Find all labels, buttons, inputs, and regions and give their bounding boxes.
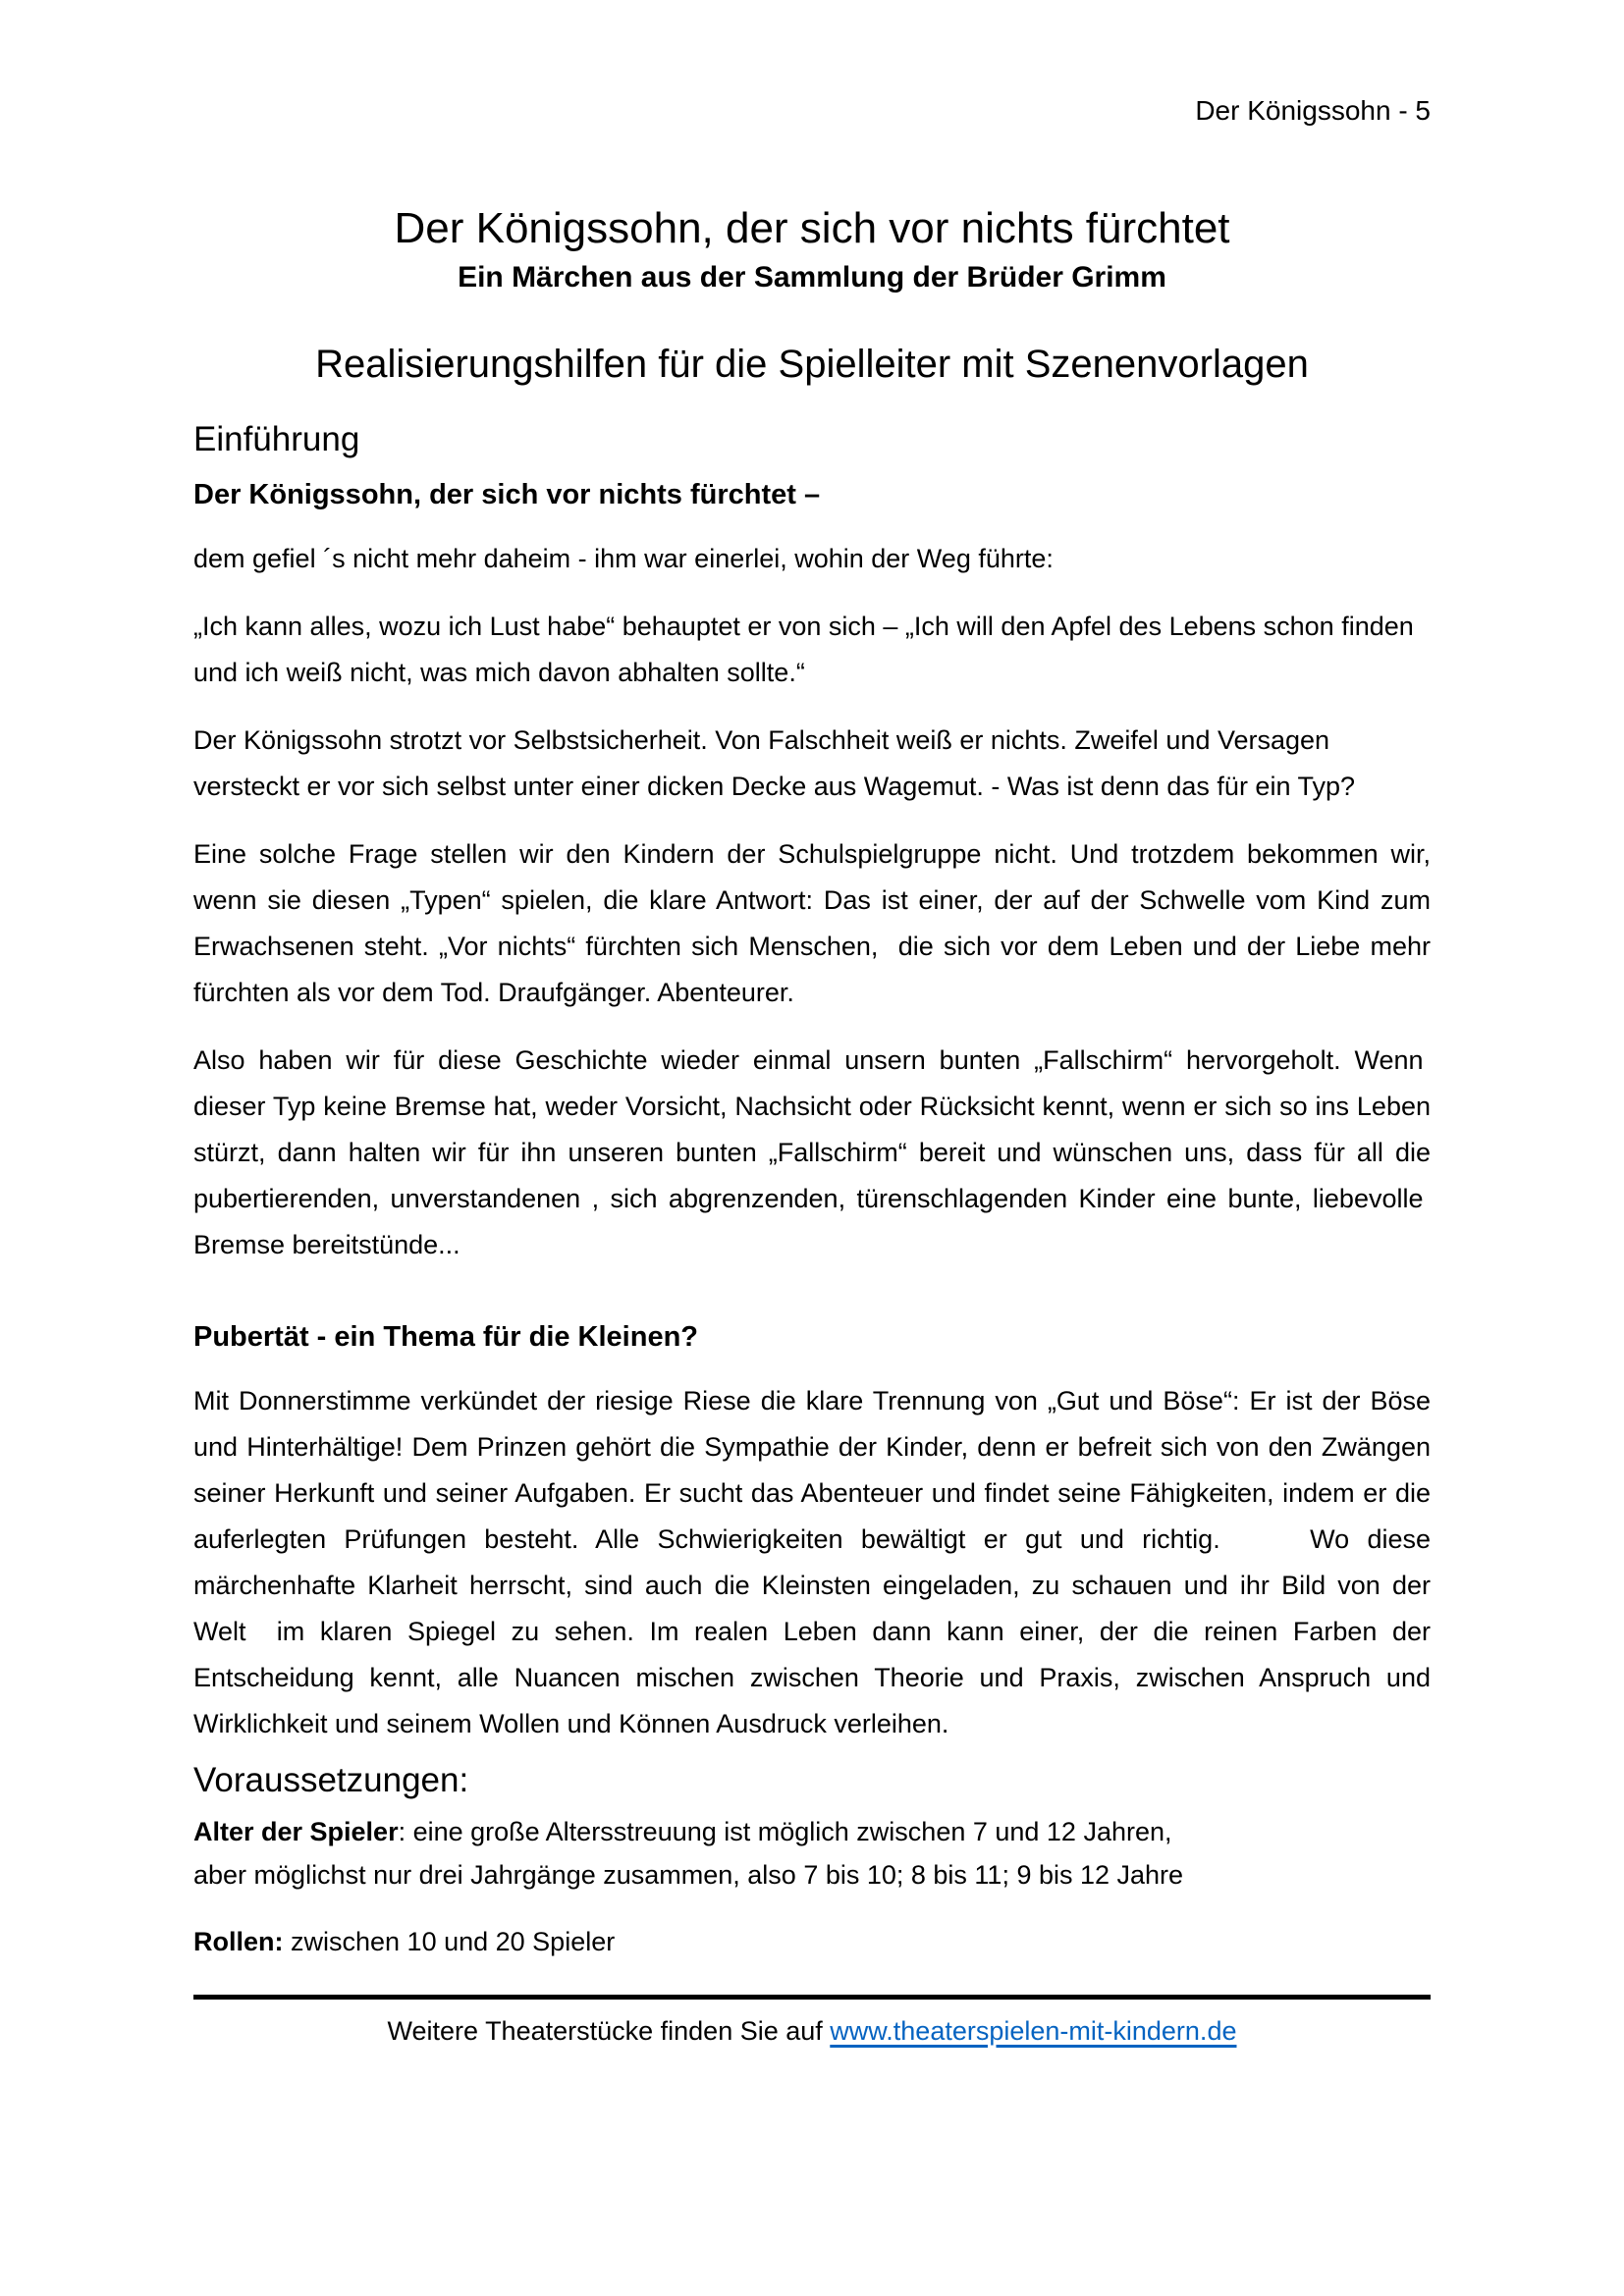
einfuehrung-paragraph-4: Eine solche Frage stellen wir den Kindern der Schulspielgruppe nicht. Und trotzdem bekommen wir, wenn sie diesen „Typen“ spielen, die klare Antwort: Das ist einer, der auf der Schwelle vom Kind zum Erwachsenen steht. „Vor nichts“ fürchten sich Menschen, die sich vor dem Leben und der Liebe mehr fürchten als vor dem Tod. Draufgänger. Abenteurer. [193,839,1431,1007]
alter-der-spieler-label: Alter der Spieler [193,1817,399,1846]
main-title: Der Königssohn, der sich vor nichts fürchtet [394,204,1230,252]
page-header [193,0,1431,128]
einfuehrung-paragraph-3: Der Königssohn strotzt vor Selbstsicherheit. Von Falschheit weiß er nichts. Zweifel und Versagen versteckt er vor sich selbst unter einer dicken Decke aus Wagemut. - Was ist denn das für ein Typ? [193,725,1356,801]
pubertaet-paragraph: Mit Donnerstimme verkündet der riesige Riese die klare Trennung von „Gut und Böse“: Er ist der Böse und Hinterhältige! Dem Prinzen gehört die Sympathie der Kinder, denn er befreit sich von den Zwängen seiner Herkunft und seiner Aufgaben. Er sucht das Abenteuer und findet seine Fähigkeiten, indem er die auferlegten Prüfungen besteht. Alle Schwierigkeiten bewältigt er gut und richtig. Wo diese märchenhafte Klarheit herrscht, sind auch die Kleinsten eingeladen, zu schauen und ihr Bild von der Welt im klaren Spiegel zu sehen. Im realen Leben dann kann einer, der die reinen Farben der Entscheidung kennt, alle Nuancen mischen zwischen Theorie und Praxis, zwischen Anspruch und Wirklichkeit und seinem Wollen und Können Ausdruck verleihen. [193,1386,1431,1738]
rollen-info [193,1920,1431,1963]
alter-der-spieler-info [193,1810,1431,1896]
subtitle: Ein Märchen aus der Sammlung der Brüder Grimm [458,261,1166,294]
section-heading-einfuehrung: Einführung [193,420,360,458]
subject-title: Realisierungshilfen für die Spielleiter mit Szenenvorlagen [315,343,1309,386]
einfuehrung-subheading: Der Königssohn, der sich vor nichts fürchtet – [193,479,821,510]
footer-text: Weitere Theaterstücke finden Sie auf [387,2016,831,2046]
pubertaet-heading: Pubertät - ein Thema für die Kleinen? [193,1321,699,1353]
rollen-label: Rollen: [193,1927,284,1956]
footer-divider [193,1995,1431,2000]
einfuehrung-paragraph-2: „Ich kann alles, wozu ich Lust habe“ behauptet er von sich – „Ich will den Apfel des Lebens schon finden und ich weiß nicht, was mich davon abhalten sollte.“ [193,612,1414,687]
einfuehrung-paragraph-5: Also haben wir für diese Geschichte wieder einmal unsern bunten „Fallschirm“ hervorgeholt. Wenn dieser Typ keine Bremse hat, weder Vorsicht, Nachsicht oder Rücksicht kennt, wenn er sich so ins Leben stürzt, dann halten wir für ihn unseren bunten „Fallschirm“ bereit und wünschen uns, dass für all die pubertierenden, unverstandenen , sich abgrenzenden, türenschlagenden Kinder eine bunte, liebevolle Bremse bereitstünde... [193,1045,1431,1259]
einfuehrung-paragraph-1: dem gefiel ´s nicht mehr daheim - ihm war einerlei, wohin der Weg führte: [193,544,1054,573]
footer-link[interactable]: www.theaterspielen-mit-kindern.de [830,2016,1237,2046]
alter-der-spieler-line1: : eine große Altersstreuung ist möglich zwischen 7 und 12 Jahren, [398,1817,1172,1846]
page-footer [193,2013,1431,2049]
header-page-label: Der Königssohn - 5 [1195,95,1431,126]
alter-der-spieler-line2: aber möglichst nur drei Jahrgänge zusammen, also 7 bis 10; 8 bis 11; 9 bis 12 Jahre [193,1860,1184,1890]
section-heading-voraussetzungen: Voraussetzungen: [193,1761,469,1799]
rollen-text: zwischen 10 und 20 Spieler [283,1927,616,1956]
